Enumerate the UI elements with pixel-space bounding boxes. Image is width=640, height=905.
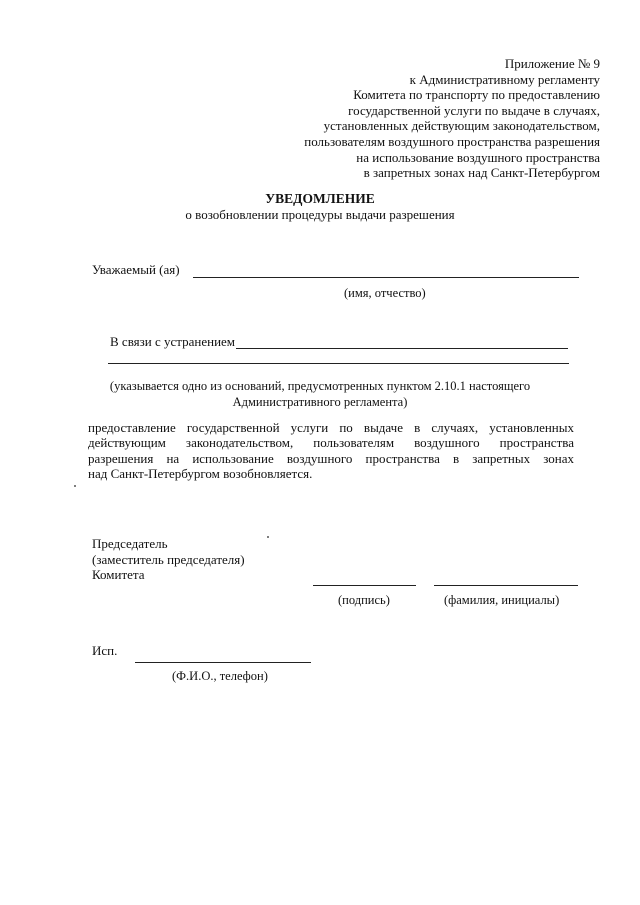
body-line: действующим законодательством, пользователям воздушного пространства — [88, 435, 574, 451]
body-line: над Санкт-Петербургом возобновляется. — [88, 466, 313, 482]
reason-note-line: Административного регламента) — [232, 394, 408, 409]
appendix-line: на использование воздушного пространства — [356, 149, 600, 165]
signature-line[interactable] — [313, 585, 416, 586]
appendix-line: государственной услуги по выдаче в случаях, — [348, 102, 600, 118]
body-line: разрешения на использование воздушного пространства в запретных зонах — [88, 450, 574, 466]
executor-caption: (Ф.И.О., телефон) — [172, 669, 268, 683]
appendix-line: к Административному регламенту — [409, 71, 600, 87]
appendix-line: в запретных зонах над Санкт-Петербургом — [363, 165, 600, 181]
appendix-line: установленных действующим законодательством, — [323, 118, 600, 134]
scan-speck — [267, 536, 269, 538]
name-initials-caption: (фамилия, инициалы) — [444, 593, 560, 607]
body-line: предоставление государственной услуги по выдаче в случаях, установленных — [88, 420, 574, 435]
executor-line[interactable] — [135, 662, 311, 663]
reason-label: В связи с устранением — [110, 334, 236, 349]
signatory-org: Комитета — [92, 567, 145, 583]
reason-input-line[interactable] — [236, 348, 568, 349]
signatory-title-alt: (заместитель председателя) — [92, 551, 245, 567]
greeting-label: Уважаемый (ая) — [92, 262, 180, 277]
reason-note — [0, 379, 640, 411]
name-initials-line[interactable] — [434, 585, 578, 586]
executor-label: Исп. — [92, 643, 118, 658]
reason-input-line-2[interactable] — [108, 363, 569, 364]
appendix-line: пользователям воздушного пространства разрешения — [304, 133, 600, 149]
signature-caption: (подпись) — [338, 593, 390, 607]
document-subtitle: о возобновлении процедуры выдачи разрешения — [185, 207, 455, 222]
reason-note-line: (указывается одно из оснований, предусмотренных пунктом 2.10.1 настоящего — [109, 379, 531, 393]
appendix-line: Комитета по транспорту по предоставлению — [353, 87, 600, 103]
body-paragraph — [88, 420, 574, 482]
greeting-caption: (имя, отчество) — [344, 286, 426, 300]
appendix-header — [270, 56, 600, 181]
appendix-line: Приложение № 9 — [504, 56, 600, 71]
document-title: УВЕДОМЛЕНИЕ — [265, 191, 375, 206]
signatory-block — [92, 536, 245, 583]
greeting-name-line[interactable] — [193, 277, 579, 278]
signatory-title: Председатель — [92, 536, 168, 551]
scan-speck — [74, 485, 76, 487]
